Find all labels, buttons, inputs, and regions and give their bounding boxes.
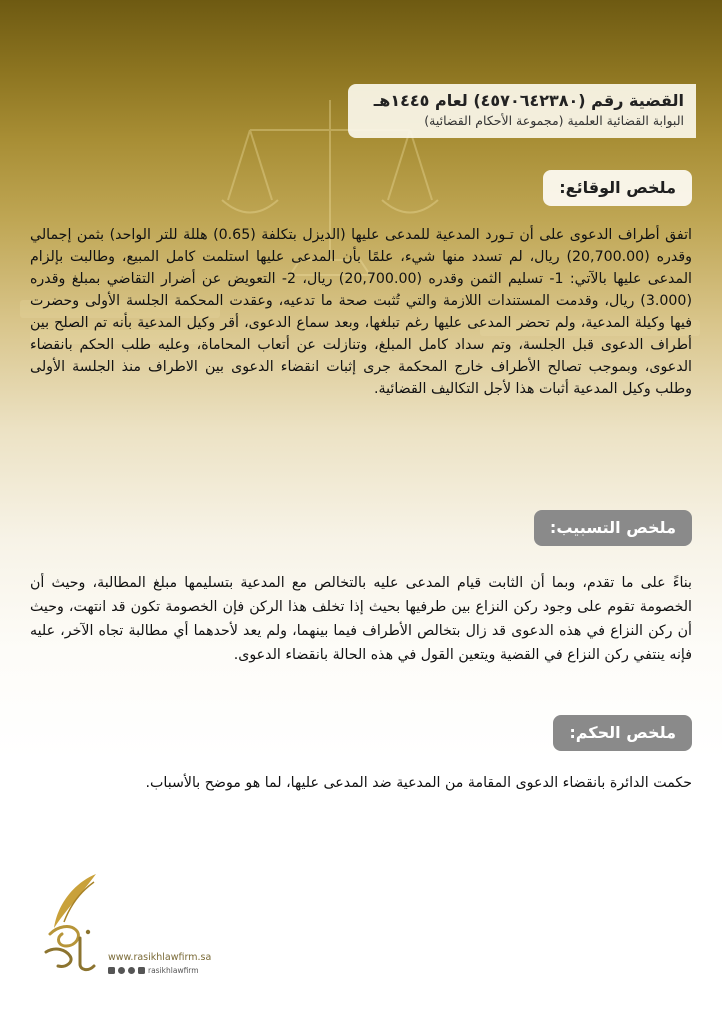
website-link[interactable]: www.rasikhlawfirm.sa bbox=[108, 952, 212, 963]
reasoning-section-label: ملخص التسبيب: bbox=[534, 510, 692, 546]
instagram-icon[interactable] bbox=[118, 967, 125, 974]
reasoning-paragraph: بناءً على ما تقدم، وبما أن الثابت قيام المدعى عليه بالتخالص مع المدعية بتسليمها مبلغ المطالبة، وحيث أن الخصومة تقوم على وجود ركن النزاع بين طرفيها بحيث إذا تخلف هذا الركن فإن الخصومة تكون قد انتهت، وحيث أن ركن النزاع في هذه الدعوى قد زال بتخالص الأطراف فيما بينهما، ولم يعد لأحدهما أي مطالبة تجاه الآخر، عليه فإنه ينتفي ركن النزاع في القضية ويتعين القول في هذه الحالة بانقضاء الدعوى. bbox=[30, 575, 692, 663]
facts-section-label: ملخص الوقائع: bbox=[543, 170, 692, 206]
facts-paragraph: اتفق أطراف الدعوى على أن تـورد المدعية للمدعى عليها (الديزل بتكلفة (0.65) هللة للتر الواحد) بثمن إجمالي وقدره (20,700.00) ريال، لم تسدد منها شيء، علمًا بأن المدعى عليها استلمت كامل المبيع، وطالبت بإلزام المدعى عليها بالآتي: 1- تسليم الثمن وقدره (20,700.00) ريال، 2- التعويض عن أضرار التقاضي بمبلغ وقدره (3.000) ريال، وقدمت المستندات اللازمة والتي تُثبت صحة ما تدعيه، وعقدت المحكمة الجلسة الأولى وحضرت فيها وكيلة المدعية، ولم تحضر المدعى عليها رغم تبلغها، وبعد سماع الدعوى، أقر وكيل المدعية بأنه تم الصلح بين أطراف الدعوى قبل الجلسة، وتم سداد كامل المبلغ، وتنازلت عن أتعاب المحاماة، وعليه طلب الحكم بانقضاء الدعوى، وبموجب تصالح الأطراف خارج المحكمة جرى إثبات انقضاء الدعوى بين الاطراف منذ الجلسة الأولى وطلب وكيل المدعية أثبات هذا لأجل التكاليف القضائية. bbox=[30, 227, 692, 397]
x-icon[interactable] bbox=[108, 967, 115, 974]
case-title: القضية رقم (٤٥٧٠٦٤٢٣٨٠) لعام ١٤٤٥هـ bbox=[373, 91, 684, 110]
verdict-paragraph: حكمت الدائرة بانقضاء الدعوى المقامة من المدعية ضد المدعى عليها، لما هو موضح بالأسباب. bbox=[145, 775, 692, 791]
linkedin-icon[interactable] bbox=[138, 967, 145, 974]
social-handle: rasikhlawfirm bbox=[148, 966, 199, 975]
case-subtitle: البوابة القضائية العلمية (مجموعة الأحكام القضائية) bbox=[424, 113, 684, 128]
case-header-box bbox=[348, 84, 696, 138]
snapchat-icon[interactable] bbox=[128, 967, 135, 974]
rasikh-logo bbox=[36, 868, 106, 980]
verdict-section-label: ملخص الحكم: bbox=[553, 715, 692, 751]
social-row bbox=[108, 966, 199, 975]
